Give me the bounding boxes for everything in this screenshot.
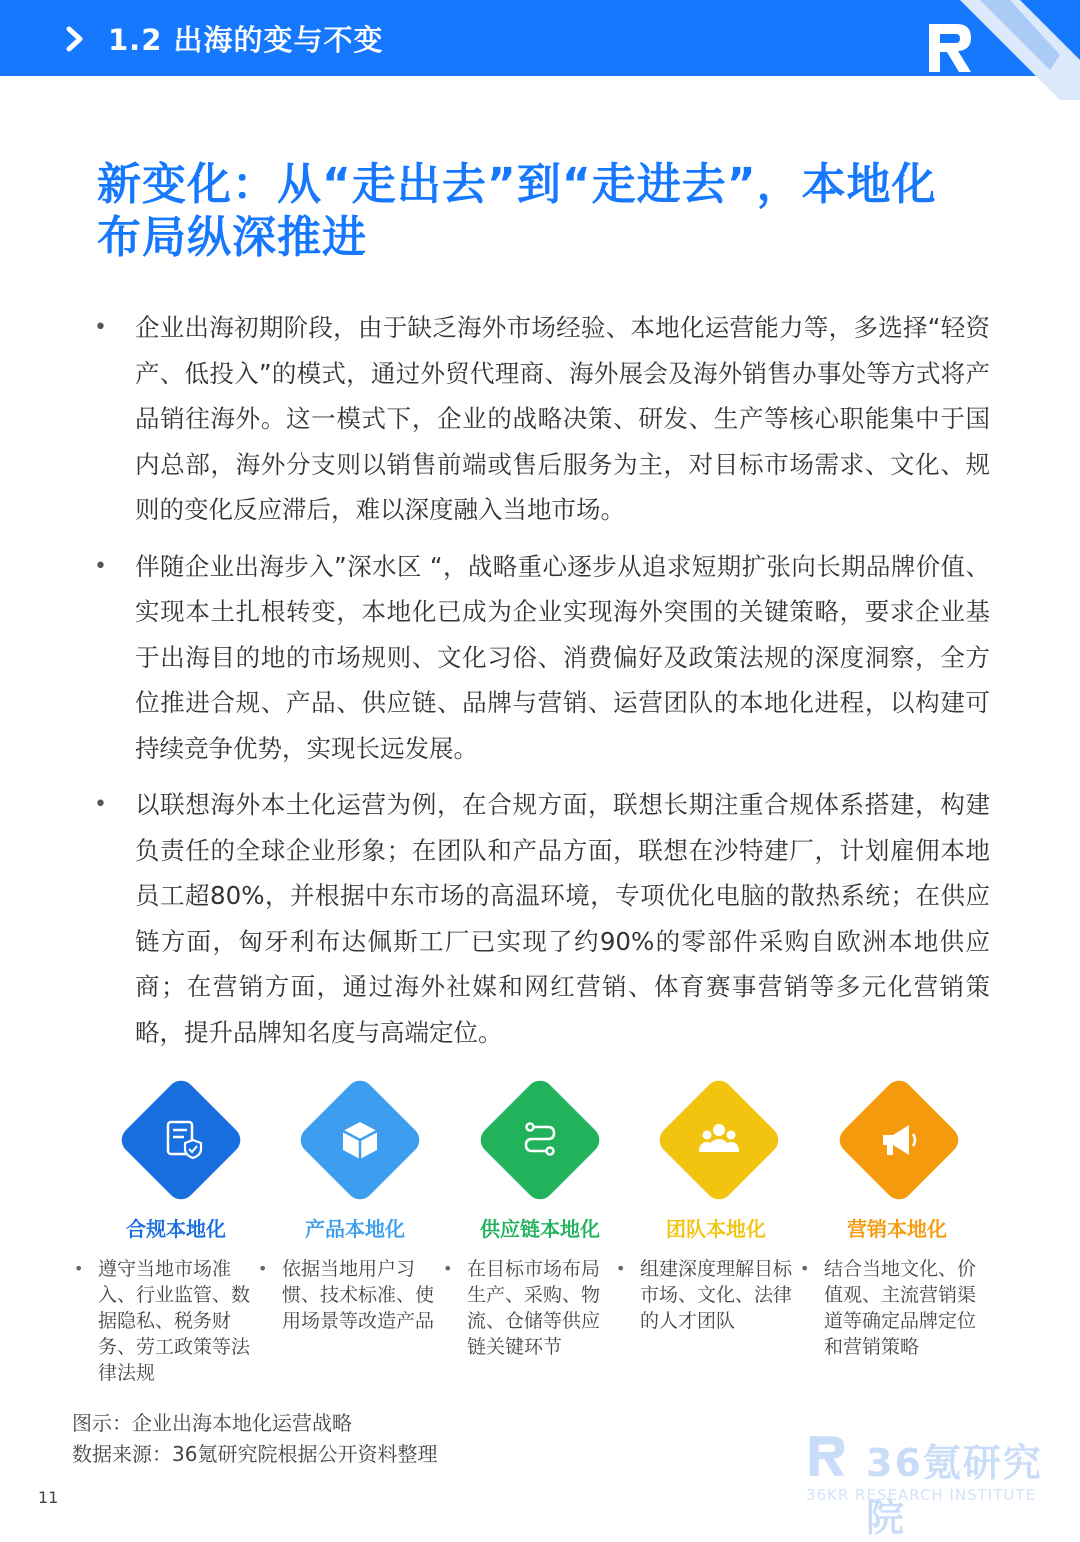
product-diamond <box>295 1075 425 1205</box>
bullet-dot: • <box>74 1259 84 1278</box>
team-people-icon <box>689 1110 749 1170</box>
bullet-item <box>90 305 990 533</box>
figure-title: 图示：企业出海本地化运营战略 <box>72 1411 352 1435</box>
bullet-dot: • <box>258 1259 268 1278</box>
product-box-icon <box>330 1110 390 1170</box>
category-text-compliance: 遵守当地市场准入、行业监管、数据隐私、税务财务、劳工政策等法律法规 <box>98 1258 251 1384</box>
data-source: 数据来源：36氪研究院根据公开资料整理 <box>72 1442 438 1466</box>
category-text-supply-chain: 在目标市场布局生产、采购、物流、仓储等供应链关键环节 <box>467 1258 601 1358</box>
page-number: 11 <box>38 1488 59 1507</box>
bullet-dot: • <box>94 792 107 817</box>
bullet-dot: • <box>616 1259 626 1278</box>
logo-r-icon <box>925 20 975 76</box>
bullet-dot: • <box>94 315 107 340</box>
compliance-diamond <box>116 1075 246 1205</box>
header-bar <box>0 0 1080 76</box>
megaphone-icon <box>869 1110 929 1170</box>
category-text-marketing: 结合当地文化、价值观、主流营销渠道等确定品牌定位和营销策略 <box>824 1258 977 1358</box>
category-text-product: 依据当地用户习惯、技术标准、使用场景等改造产品 <box>282 1258 435 1332</box>
page-headline <box>97 158 997 264</box>
supply-chain-diamond <box>475 1075 605 1205</box>
marketing-diamond <box>834 1075 964 1205</box>
bullet-item <box>90 544 990 772</box>
bullet-dot: • <box>94 553 107 579</box>
bullet-dot: • <box>800 1259 810 1278</box>
bullet-text: 以联想海外本土化运营为例，在合规方面，联想长期注重合规体系搭建，构建负责任的全球企业形象；在团队和产品方面，联想在沙特建厂，计划雇佣本地员工超80%，并根据中东市场的高温环境，专项优化电脑的散热系统；在供应链方面，匈牙利布达佩斯工厂已实现了约90%的零部件采购自欧洲本地供应商；在营销方面，通过海外社媒和网红营销、体育赛事营销等多元化营销策略，提升品牌知名度与高端定位。 <box>135 790 990 1047</box>
category-label-product: 产品本地化 <box>305 1217 405 1241</box>
category-label-compliance: 合规本地化 <box>126 1217 226 1241</box>
headline-line-1: 新变化：从“走出去”到“走进去”，本地化 <box>97 159 937 210</box>
bullet-list <box>90 305 990 1066</box>
compliance-doc-shield-icon <box>151 1110 211 1170</box>
localization-icons-row <box>60 1075 1020 1205</box>
category-label-marketing: 营销本地化 <box>847 1217 947 1241</box>
category-label-team: 团队本地化 <box>666 1217 766 1241</box>
watermark-logo-icon <box>803 1433 851 1479</box>
category-label-supply-chain: 供应链本地化 <box>480 1217 600 1241</box>
bullet-item <box>90 782 990 1055</box>
headline-line-2: 布局纵深推进 <box>97 212 367 263</box>
figure-caption <box>72 1408 437 1470</box>
bullet-dot: • <box>443 1259 453 1278</box>
chevron-right-icon <box>64 26 86 52</box>
watermark-en: 36KR RESEARCH INSTITUTE <box>806 1486 1037 1504</box>
category-text-team: 组建深度理解目标市场、文化、法律的人才团队 <box>640 1258 793 1332</box>
team-diamond <box>654 1075 784 1205</box>
section-title: 1.2 出海的变与不变 <box>108 23 384 57</box>
supply-chain-route-icon <box>510 1110 570 1170</box>
watermark-cn: 36氪研究院 <box>866 1441 1043 1540</box>
bullet-text: 企业出海初期阶段，由于缺乏海外市场经验、本地化运营能力等，多选择“轻资产、低投入”的模式，通过外贸代理商、海外展会及海外销售办事处等方式将产品销往海外。这一模式下，企业的战略决策、研发、生产等核心职能集中于国内总部，海外分支则以销售前端或售后服务为主，对目标市场需求、文化、规则的变化反应滞后，难以深度融入当地市场。 <box>135 313 990 524</box>
bullet-text: 伴随企业出海步入”深水区 “，战略重心逐步从追求短期扩张向长期品牌价值、实现本土扎根转变，本地化已成为企业实现海外突围的关键策略，要求企业基于出海目的地的市场规则、文化习俗、消费偏好及政策法规的深度洞察，全方位推进合规、产品、供应链、品牌与营销、运营团队的本地化进程，以构建可持续竞争优势，实现长远发展。 <box>135 551 990 763</box>
